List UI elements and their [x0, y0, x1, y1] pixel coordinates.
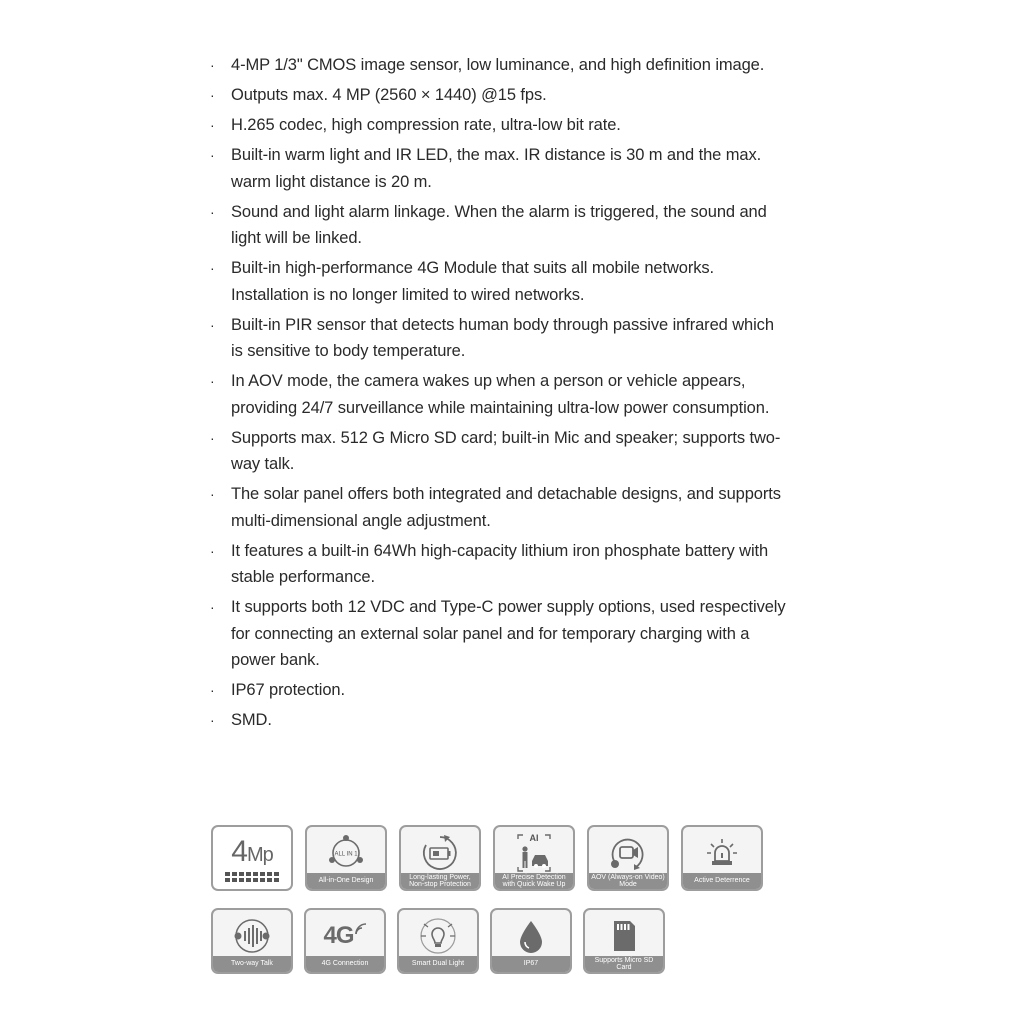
feature-text: In AOV mode, the camera wakes up when a person or vehicle appears, providing 24/7 surveillance while maintaining ultra-low power consumption. [231, 372, 770, 417]
bullet-glyph: · [210, 429, 215, 446]
battery-icon [401, 829, 479, 877]
badge-4g [304, 908, 386, 974]
badge-caption: All-in-One Design [307, 873, 385, 889]
badge-caption: Two-way Talk [213, 956, 291, 972]
feature-text: Outputs max. 4 MP (2560 × 1440) @15 fps. [231, 86, 547, 104]
bullet-glyph: · [210, 682, 215, 698]
feature-item [208, 199, 788, 252]
badge-4mp-unit: Mp [246, 843, 273, 866]
aov-camera-icon [589, 829, 667, 877]
feature-badges-row-2 [211, 908, 676, 974]
badge-caption: AI Precise Detection with Quick Wake Up [495, 873, 573, 889]
badge-all-in-one [305, 825, 387, 891]
badge-caption: IP67 [492, 956, 570, 972]
alarm-siren-icon [683, 829, 761, 877]
all-in-one-icon [307, 829, 385, 877]
feature-item [208, 112, 788, 139]
4g-text: 4G [323, 922, 354, 949]
two-way-talk-icon [213, 912, 291, 960]
ai-text: AI [529, 833, 539, 843]
all-in-one-text: ALL IN 1 [334, 851, 358, 858]
bullet-glyph: · [210, 87, 215, 103]
badge-caption: Supports Micro SD Card [585, 956, 663, 972]
feature-text: IP67 protection. [231, 681, 345, 699]
bullet-glyph: · [210, 260, 215, 276]
badge-ai-detection [493, 825, 575, 891]
badge-dual-light [397, 908, 479, 974]
bullet-glyph: · [210, 316, 215, 333]
bullet-glyph: · [210, 542, 215, 559]
badge-caption: 4G Connection [306, 956, 384, 972]
water-drop-icon [492, 912, 570, 960]
badge-caption: AOV (Always-on Video) Mode [589, 873, 667, 889]
feature-text: Built-in high-performance 4G Module that suits all mobile networks. Installation is no longer limited to wired networks. [231, 259, 715, 304]
bullet-glyph: · [210, 117, 215, 133]
bullet-glyph: · [210, 203, 215, 220]
feature-text: It supports both 12 VDC and Type-C power supply options, used respectively for connecting an external solar panel and for temporary charging with a power bank. [231, 598, 786, 669]
feature-item [208, 425, 788, 478]
bullet-glyph: · [210, 57, 215, 73]
feature-text: Built-in warm light and IR LED, the max. IR distance is 30 m and the max. warm light distance is 20 m. [231, 146, 762, 191]
feature-badges-row-1 [211, 825, 775, 891]
feature-item [208, 707, 788, 734]
4g-icon [306, 912, 384, 960]
feature-text: H.265 codec, high compression rate, ultra-low bit rate. [231, 116, 621, 134]
feature-item [208, 142, 788, 195]
feature-item [208, 677, 788, 704]
badge-caption: Long-lasting Power, Non-stop Protection [401, 873, 479, 889]
bullet-glyph: · [210, 599, 215, 615]
feature-text: It features a built-in 64Wh high-capacity lithium iron phosphate battery with stable performance. [231, 541, 769, 586]
sd-card-icon [585, 912, 663, 960]
badge-caption: Smart Dual Light [399, 956, 477, 972]
badge-battery [399, 825, 481, 891]
feature-item [208, 52, 788, 79]
feature-text: Sound and light alarm linkage. When the alarm is triggered, the sound and light will be linked. [231, 202, 767, 247]
feature-text: SMD. [231, 711, 272, 729]
feature-list [208, 52, 788, 737]
feature-item [208, 368, 788, 421]
feature-text: The solar panel offers both integrated and detachable designs, and supports multi-dimensional angle adjustment. [231, 485, 781, 530]
feature-item [208, 481, 788, 534]
4mp-icon [213, 831, 291, 887]
feature-item [208, 255, 788, 308]
feature-text: Supports max. 512 G Micro SD card; built-in Mic and speaker; supports two-way talk. [231, 428, 781, 473]
badge-4mp [211, 825, 293, 891]
feature-text: Built-in PIR sensor that detects human body through passive infrared which is sensitive to body temperature. [231, 315, 774, 360]
badge-4mp-number: 4 [231, 834, 247, 868]
badge-caption: Active Deterrence [683, 873, 761, 889]
ai-detection-icon [495, 829, 573, 877]
bullet-glyph: · [210, 712, 215, 728]
badge-two-way-talk [211, 908, 293, 974]
feature-item [208, 594, 788, 674]
badge-sd-card [583, 908, 665, 974]
badge-aov [587, 825, 669, 891]
badge-active-deterrence [681, 825, 763, 891]
bullet-glyph: · [210, 373, 215, 389]
feature-text: 4-MP 1/3" CMOS image sensor, low luminance, and high definition image. [231, 56, 765, 74]
dual-light-icon [399, 912, 477, 960]
bullet-glyph: · [210, 486, 215, 502]
feature-item [208, 538, 788, 591]
bullet-glyph: · [210, 147, 215, 163]
badge-ip67 [490, 908, 572, 974]
feature-item [208, 82, 788, 109]
feature-item [208, 312, 788, 365]
